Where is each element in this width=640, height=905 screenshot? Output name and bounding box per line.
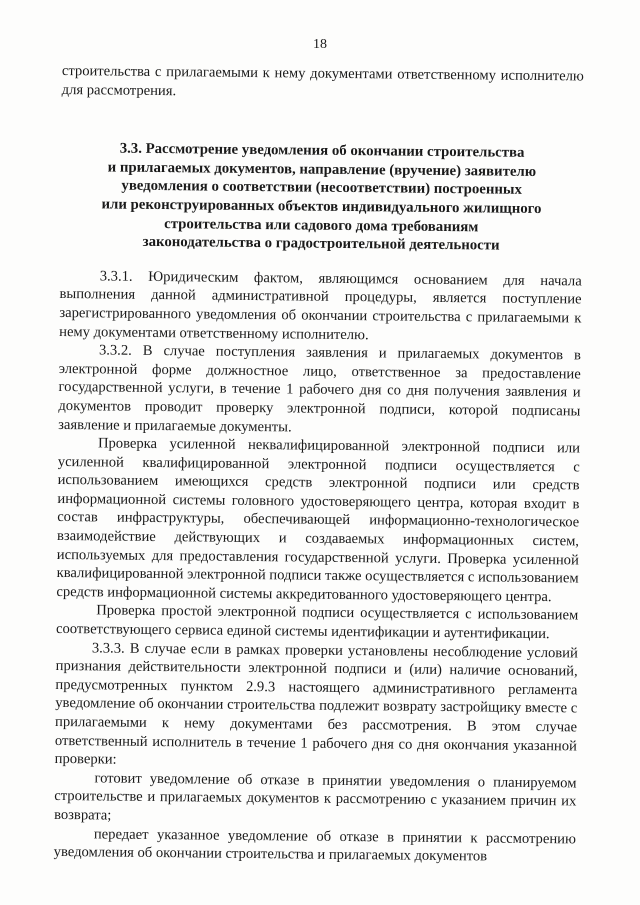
page-number: 18 — [313, 37, 327, 52]
paragraph-3-3-1: 3.3.1. Юридическим фактом, являющимся основанием для начала выполнения данной административной процедуры, является поступление зарегистрированного уведомления об окончании строительства с прилагаемыми к нему документами ответственному исполнителю. — [59, 268, 582, 343]
intro-paragraph: строительства с прилагаемыми к нему документами ответственному исполнителю для рассмотрения. — [61, 62, 584, 99]
paragraph-3-3-2: 3.3.2. В случае поступления заявления и прилагаемых документов в электронной форме должностное лицо, ответственное за предоставление государственной услуги, в течение 1 рабочего дня со дня получения заявления и документов проводит проверку электронной подписи, которой подписаны заявление и прилагаемые документы. — [58, 342, 582, 435]
paragraph-prepares-notice: готовит уведомление об отказе в принятии уведомления о планируемом строительстве и прилагаемых документов к рассмотрению с указанием причин их возврата; — [54, 770, 577, 824]
paragraph-simple-signature: Проверка простой электронной подписи осуществляется с использованием соответствующего сервиса единой системы идентификации и аутентификации. — [55, 602, 579, 643]
heading-line: 3.3. Рассмотрение уведомления об окончании строительства — [119, 140, 525, 162]
paragraph-transmits-notice: передает указанное уведомление об отказе в принятии к рассмотрению уведомления об окончании строительства и прилагаемых документов — [53, 825, 576, 865]
heading-line: и прилагаемых документов, направление (вручение) заявителю — [107, 159, 537, 180]
heading-line: законодательства о градостроительной деятельности — [142, 234, 500, 254]
document-body — [54, 62, 584, 867]
paragraph-3-3-3: 3.3.3. В случае если в рамках проверки установлены несоблюдение условий признания действительности электронной подписи и (или) наличие оснований, предусмотренных пунктом 2.9.3 настоящего административного регламента уведомление об окончании строительства подлежит возврату застройщику вместе с прилагаемыми к нему документами без рассмотрения. В этом случае ответственный исполнитель в течение 1 рабочего дня со дня окончания указанной проверки: — [54, 639, 578, 768]
paragraph-signature-check: Проверка усиленной неквалифицированной электронной подписи или усиленной квалифицированной электронной подписи осуществляется с использованием имеющихся средств электронной подписи или средств информационной системы головного удостоверяющего центра, которая входит в состав инфраструктуры, обеспечивающей информационно-технологическое взаимодействие действующих и создаваемых информационных систем, используемых для предоставления государственной услуги. Проверка усиленной квалифицированной электронной подписи также осуществляется с использованием средств информационной системы аккредитованного удостоверяющего центра. — [56, 435, 581, 605]
section-heading — [82, 139, 561, 256]
heading-line: строительства или садового дома требованиям — [164, 215, 479, 235]
heading-line: или реконструированных объектов индивидуального жилищного — [101, 196, 542, 217]
heading-line: уведомления о соответствии (несоответствии) построенных — [121, 178, 523, 199]
